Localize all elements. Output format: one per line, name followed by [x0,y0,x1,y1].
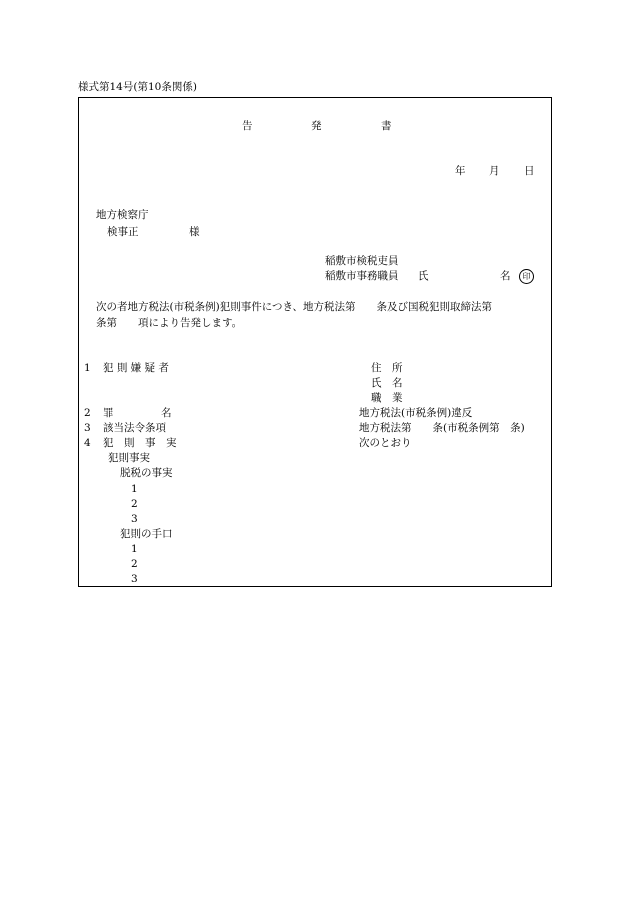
addressee-honorific: 様 [189,226,200,238]
tax-evasion-3: 3 [131,513,138,525]
addressee-office: 地方検察庁 [96,209,149,221]
item-2-value: 地方税法(市税条例)違反 [359,407,473,419]
item-3-number: 3 [84,422,91,434]
suspect-name-label: 氏 名 [371,377,403,389]
item-3-value: 地方税法第 条(市税条例第 条) [359,422,525,434]
sender-line-2: 稲敷市事務職員 [325,270,399,282]
fact-heading: 犯則事実 [108,452,150,464]
method-2: 2 [131,558,138,570]
tax-evasion-2: 2 [131,498,138,510]
item-1-number: 1 [84,362,91,374]
method-1: 1 [131,543,138,555]
item-4-number: 4 [84,437,91,449]
date-month: 月 [489,165,500,177]
sender-line-1: 稲敷市検税吏員 [325,255,399,267]
date-day: 日 [524,165,535,177]
suspect-address-label: 住 所 [371,362,403,374]
sender-shi: 氏 [418,270,429,282]
tax-evasion-1: 1 [131,483,138,495]
item-1-label: 犯 則 嫌 疑 者 [103,362,169,374]
item-4-label: 犯 則 事 実 [103,437,177,449]
item-3-label: 該当法令条項 [103,422,166,434]
statement-line-1: 次の者地方税法(市税条例)犯則事件につき、地方税法第 条及び国税犯則取締法第 [96,301,493,313]
title-char-3: 書 [381,120,392,132]
addressee-title: 検事正 [107,226,139,238]
date-year: 年 [455,165,466,177]
item-2-number: 2 [84,407,91,419]
item-2-label-a: 罪 [103,407,114,419]
form-box [78,97,552,587]
title-char-2: 発 [311,120,322,132]
method-3: 3 [131,573,138,585]
title-char-1: 告 [242,120,253,132]
sender-mei: 名 [500,270,511,282]
statement-line-2: 条第 項により告発します。 [96,317,243,329]
seal-icon: 印 [519,269,534,284]
tax-evasion-heading: 脱税の事実 [120,467,173,479]
suspect-occupation-label: 職 業 [371,392,403,404]
item-4-value: 次のとおり [359,437,412,449]
method-heading: 犯則の手口 [120,528,173,540]
form-number: 様式第14号(第10条関係) [78,81,197,93]
item-2-label-b: 名 [161,407,172,419]
